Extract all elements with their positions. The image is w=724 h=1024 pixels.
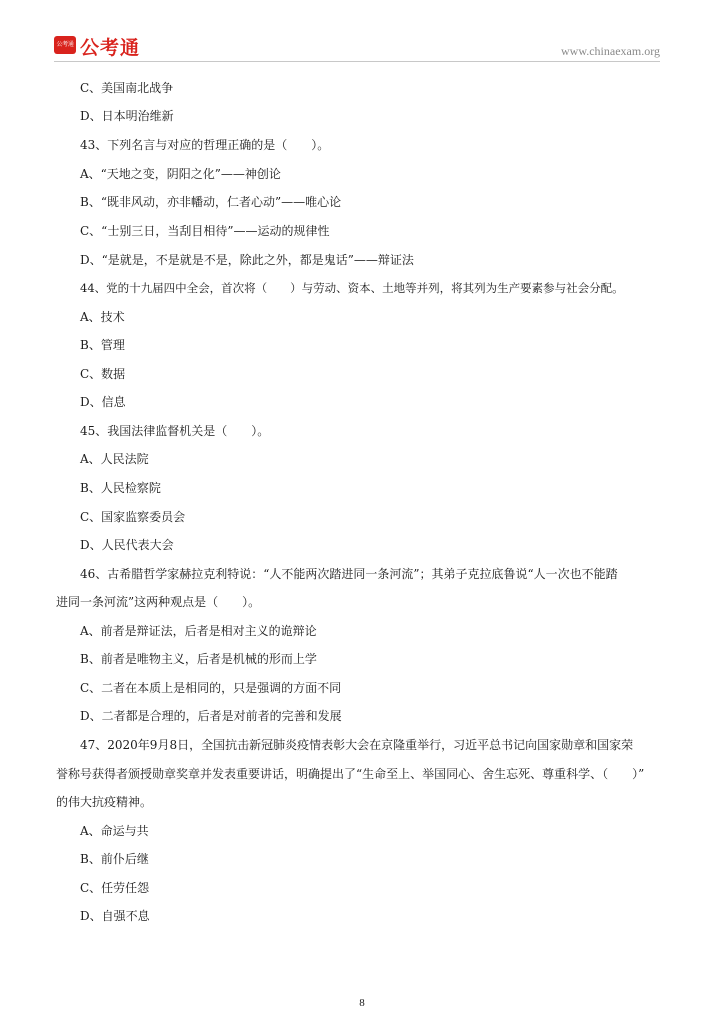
question-47-line-2: 誉称号获得者颁授勋章奖章并发表重要讲话，明确提出了“生命至上、举国同心、舍生忘死、尊重科学、（ ）” [56,767,645,781]
option-46-a: A、前者是辩证法，后者是相对主义的诡辩论 [80,624,317,638]
header-divider [54,61,660,62]
option-45-b: B、人民检察院 [80,481,161,495]
question-47-line-3: 的伟大抗疫精神。 [56,795,153,809]
logo-badge: 公考通 [54,36,76,54]
option-45-a: A、人民法院 [80,452,149,466]
question-43: 43、下列名言与对应的哲理正确的是（ ）。 [80,138,330,152]
option-43-b: B、“既非风动，亦非幡动，仁者心动”——唯心论 [80,195,342,209]
option-44-d: D、信息 [80,395,126,409]
option-43-c: C、“士别三日，当刮目相待”——运动的规律性 [80,224,330,238]
page-header [0,0,724,70]
question-46-line-1: 46、古希腊哲学家赫拉克利特说：“人不能两次踏进同一条河流”；其弟子克拉底鲁说“人一次也不能踏 [80,567,618,581]
option-44-a: A、技术 [80,310,125,324]
option-45-c: C、国家监察委员会 [80,510,186,524]
option-47-a: A、命运与共 [80,824,149,838]
option-43-a: A、“天地之变，阴阳之化”——神创论 [80,167,281,181]
option-45-d: D、人民代表大会 [80,538,174,552]
option-42-d: D、日本明治维新 [80,109,174,123]
question-46-line-2: 进同一条河流”这两种观点是（ ）。 [56,595,261,609]
option-47-b: B、前仆后继 [80,852,149,866]
option-44-c: C、数据 [80,367,126,381]
option-47-d: D、自强不息 [80,909,150,923]
page-number: 8 [359,997,365,1009]
option-43-d: D、“是就是，不是就是不是，除此之外，都是鬼话”——辩证法 [80,253,414,267]
option-42-c: C、美国南北战争 [80,81,174,95]
question-47-line-1: 47、2020年9月8日，全国抗击新冠肺炎疫情表彰大会在京隆重举行，习近平总书记向国家勋章和国家荣 [80,738,634,752]
question-44: 44、党的十九届四中全会，首次将（ ）与劳动、资本、土地等并列，将其列为生产要素参与社会分配。 [80,281,624,295]
option-44-b: B、管理 [80,338,125,352]
option-47-c: C、任劳任怨 [80,881,150,895]
site-url: www.chinaexam.org [561,44,660,58]
option-46-c: C、二者在本质上是相同的，只是强调的方面不同 [80,681,342,695]
option-46-d: D、二者都是合理的，后者是对前者的完善和发展 [80,709,342,723]
option-46-b: B、前者是唯物主义，后者是机械的形而上学 [80,652,317,666]
question-45: 45、我国法律监督机关是（ ）。 [80,424,270,438]
logo-text: 公考通 [80,37,141,59]
